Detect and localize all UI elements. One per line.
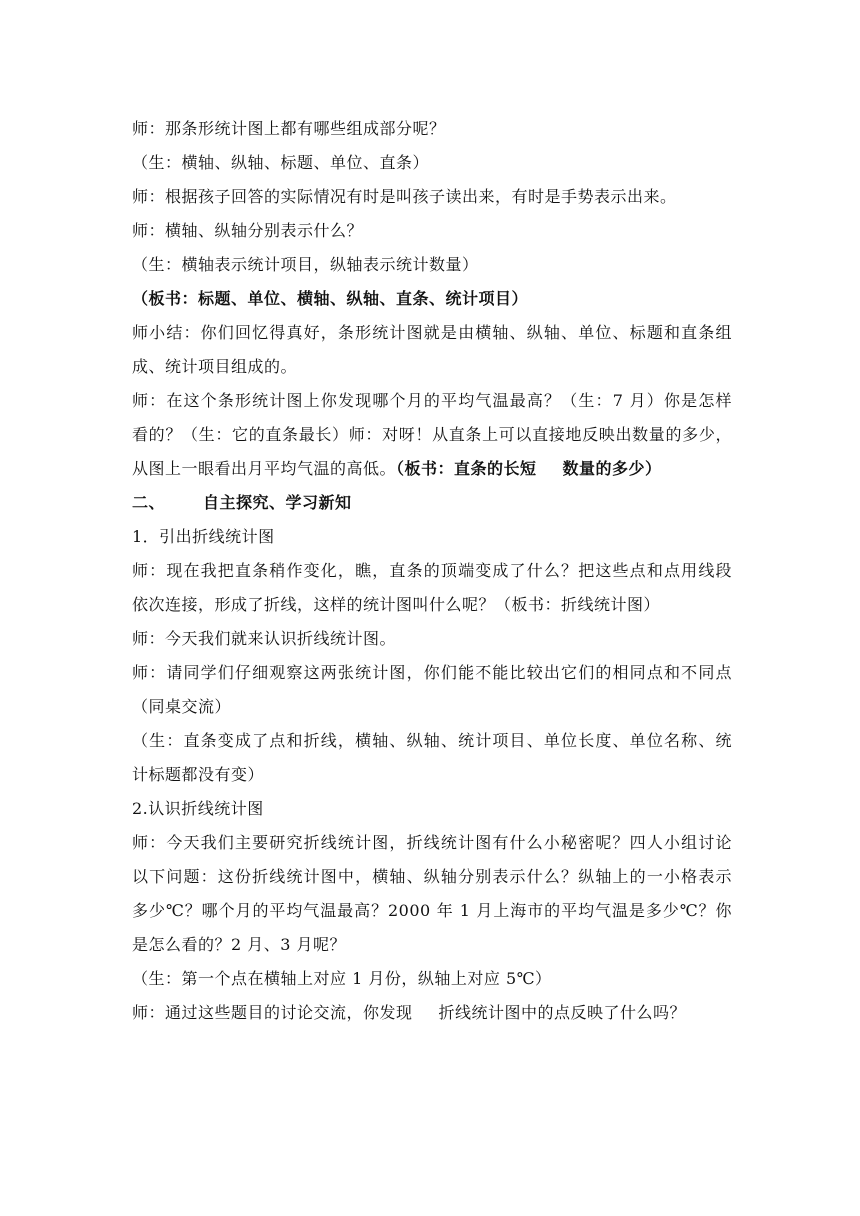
section-number: 二、: [132, 493, 166, 512]
text-line-15: 依次连接，形成了折线，这样的统计图叫什么呢？（板书：折线统计图）: [132, 595, 661, 614]
blackboard-note-2-continued: 数量的多少）: [562, 459, 662, 478]
text-line-22: 师：今天我们主要研究折线统计图，折线统计图有什么小秘密呢？四人小组讨论: [132, 833, 732, 852]
text-line-8: 成、统计项目组成的。: [132, 357, 298, 376]
text-line-24: 多少℃？哪个月的平均气温最高？2000 年 1 月上海市的平均气温是多少℃？你: [132, 901, 732, 920]
text-line-20: 计标题都没有变）: [132, 765, 265, 784]
blackboard-note-2: （板书：直条的长短: [396, 459, 537, 478]
text-line-14: 师：现在我把直条稍作变化，瞧，直条的顶端变成了什么？把这些点和点用线段: [132, 561, 732, 580]
subsection-heading-1: 1．引出折线统计图: [132, 527, 275, 546]
text-line-27-part-a: 师：通过这些题目的讨论交流，你发现: [132, 1003, 413, 1022]
text-line-9: 师：在这个条形统计图上你发现哪个月的平均气温最高？（生：7 月）你是怎样: [132, 391, 732, 410]
blackboard-note-1: （板书：标题、单位、横轴、纵轴、直条、统计项目）: [132, 289, 529, 308]
text-line-18: （同桌交流）: [132, 697, 232, 716]
text-line-5: （生：横轴表示统计项目，纵轴表示统计数量）: [132, 255, 479, 274]
text-line-26: （生：第一个点在横轴上对应 1 月份，纵轴上对应 5℃）: [132, 969, 552, 988]
subsection-heading-2: 2.认识折线统计图: [132, 799, 264, 818]
text-line-1: 师：那条形统计图上都有哪些组成部分呢？: [132, 119, 446, 138]
text-line-19: （生：直条变成了点和折线，横轴、纵轴、统计项目、单位长度、单位名称、统: [132, 731, 732, 750]
text-line-4: 师：横轴、纵轴分别表示什么？: [132, 221, 364, 240]
text-line-17: 师：请同学们仔细观察这两张统计图，你们能不能比较出它们的相同点和不同点: [132, 663, 732, 682]
document-body: [132, 112, 732, 1030]
text-line-27-part-b: 折线统计图中的点反映了什么吗？: [438, 1003, 687, 1022]
section-heading-2: [132, 486, 732, 520]
text-line-7: 师小结：你们回忆得真好，条形统计图就是由横轴、纵轴、单位、标题和直条组: [132, 323, 732, 342]
section-title: 自主探究、学习新知: [203, 493, 352, 512]
text-line-3: 师：根据孩子回答的实际情况有时是叫孩子读出来，有时是手势表示出来。: [132, 187, 677, 206]
text-line-11: [132, 452, 732, 486]
text-line-27: [132, 996, 732, 1030]
text-line-10: 看的？（生：它的直条最长）师：对呀！从直条上可以直接地反映出数量的多少，: [132, 425, 732, 444]
text-line-25: 是怎么看的？2 月、3 月呢？: [132, 935, 347, 954]
text-line-23: 以下问题：这份折线统计图中，横轴、纵轴分别表示什么？纵轴上的一小格表示: [132, 867, 732, 886]
text-line-16: 师：今天我们就来认识折线统计图。: [132, 629, 397, 648]
text-line-2: （生：横轴、纵轴、标题、单位、直条）: [132, 153, 430, 172]
text-line-11-part-a: 从图上一眼看出月平均气温的高低。: [132, 459, 397, 478]
